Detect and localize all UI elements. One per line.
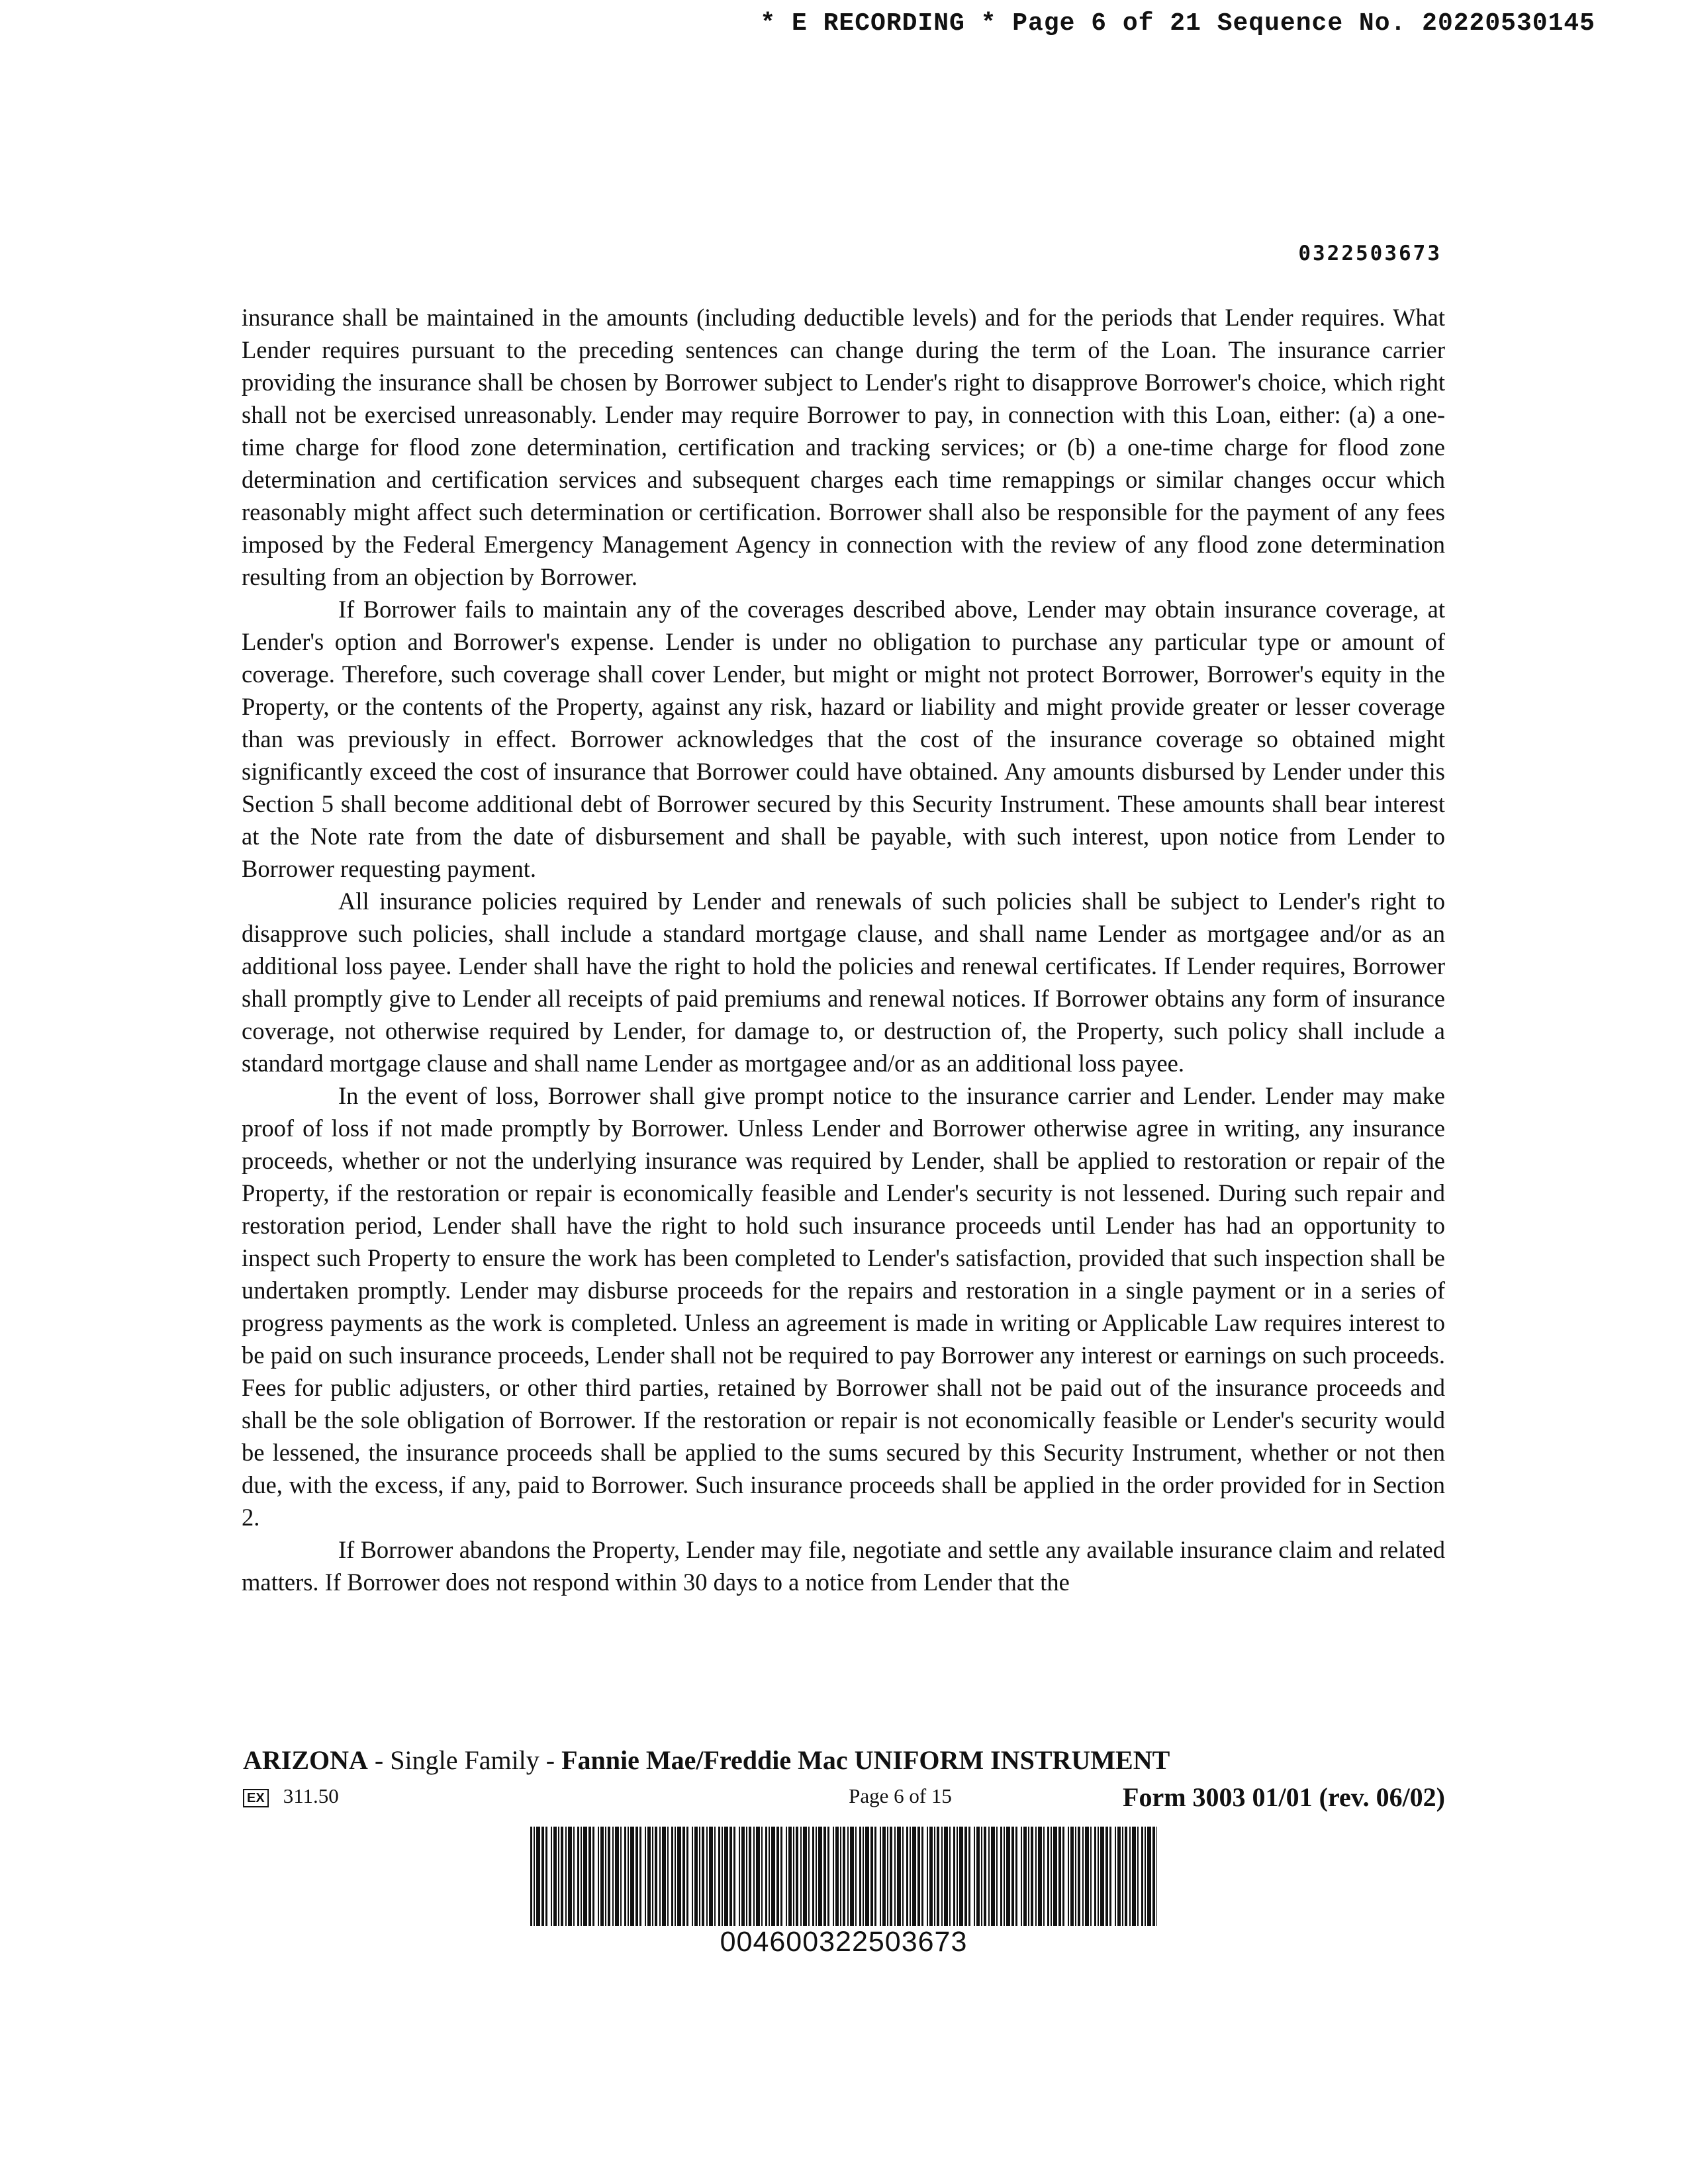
barcode-bar — [600, 1827, 604, 1926]
barcode-bar — [699, 1827, 700, 1926]
barcode-bar — [551, 1827, 552, 1926]
ex-badge-icon: EX — [243, 1789, 269, 1807]
barcode-bar — [1053, 1827, 1057, 1926]
barcode-bar — [780, 1827, 782, 1926]
document-body — [242, 301, 1445, 1598]
footer-form-number: Form 3003 01/01 (rev. 06/02) — [1123, 1782, 1445, 1812]
barcode-bar — [1141, 1827, 1143, 1926]
barcode-bar — [722, 1827, 723, 1926]
barcode-bar — [682, 1827, 685, 1926]
barcode-bar — [718, 1827, 720, 1926]
barcode-bar — [724, 1827, 728, 1926]
barcode-bar — [1098, 1827, 1099, 1926]
barcode-bar — [761, 1827, 763, 1926]
barcode-bar — [897, 1827, 901, 1926]
barcode-bar — [702, 1827, 704, 1926]
barcode-bar — [968, 1827, 970, 1926]
barcode-bar — [709, 1827, 713, 1926]
barcode-bar — [1082, 1827, 1084, 1926]
barcode-bar — [753, 1827, 755, 1926]
barcode-bar — [974, 1827, 975, 1926]
barcode-bar — [581, 1827, 582, 1926]
barcode-bar — [553, 1827, 557, 1926]
body-paragraph-3: All insurance policies required by Lender and renewals of such policies shall be subject to Lender's right to disapprove such policies, shall include a standard mortgage clause, and shall name Lender as mortgagee and/or as an additional loss payee. Lender shall have the right to hold the policies and renewal certificates. If Lender requires, Borrower shall promptly give to Lender all receipts of paid premiums and renewal notices. If Borrower obtains any form of insurance coverage, not otherwise required by Lender, for damage to, or destruction of, the Property, such policy shall include a standard mortgage clause and shall name Lender as mortgagee and/or as an additional loss payee. — [242, 887, 1445, 1077]
barcode-bar — [850, 1827, 854, 1926]
barcode-bar — [1058, 1827, 1061, 1926]
barcode-bar — [605, 1827, 606, 1926]
body-paragraph-1: insurance shall be maintained in the amounts (including deductible levels) and for the periods that Lender requires. What Lender requires pursuant to the preceding sentences can change during the term of the Loan. The insurance carrier providing the insurance shall be chosen by Borrower subject to Lender's right to disapprove Borrower's choice, which right shall not be exercised unreasonably. Lender may require Borrower to pay, in connection with this Loan, either: (a) a one-time charge for flood zone determination, certification and tracking services; or (b) a one-time charge for flood zone determination and certification services and subsequent charges each time remappings or similar changes occur which reasonably might affect such determination or certification. Borrower shall also be responsible for the payment of any fees imposed by the Federal Emergency Management Agency in connection with the review of any flood zone determination resulting from an objection by Borrower. — [242, 304, 1445, 590]
barcode-bar — [746, 1827, 747, 1926]
barcode-bar — [840, 1827, 841, 1926]
barcode-bar — [957, 1827, 958, 1926]
barcode-bar — [765, 1827, 767, 1926]
barcode-bar — [981, 1827, 982, 1926]
barcode-bar — [870, 1827, 873, 1926]
barcode-bar — [991, 1827, 995, 1926]
barcode-bar — [1047, 1827, 1049, 1926]
barcode-bar — [874, 1827, 876, 1926]
barcode-bar — [694, 1827, 698, 1926]
barcode-bar — [645, 1827, 646, 1926]
barcode-bar — [565, 1827, 567, 1926]
footer-title — [243, 1745, 1170, 1776]
barcode-bar — [1035, 1827, 1037, 1926]
barcode-bar — [855, 1827, 857, 1926]
barcode-bar — [865, 1827, 869, 1926]
barcode-bar — [887, 1827, 888, 1926]
barcode-bar — [847, 1827, 849, 1926]
barcode-bar — [1147, 1827, 1151, 1926]
barcode-bar — [530, 1827, 532, 1926]
barcode-bar — [882, 1827, 886, 1926]
barcode-bar — [929, 1827, 933, 1926]
barcode-bar — [558, 1827, 559, 1926]
body-paragraph-5: If Borrower abandons the Property, Lender may file, negotiate and settle any available insurance claim and related matters. If Borrower does not respond within 30 days to a notice from Lender that the — [242, 1536, 1445, 1596]
barcode-bar — [823, 1827, 826, 1926]
barcode-bar — [677, 1827, 681, 1926]
barcode-bar — [561, 1827, 563, 1926]
barcode-bar — [816, 1827, 817, 1926]
barcode-bar — [739, 1827, 740, 1926]
barcode-bar — [1075, 1827, 1076, 1926]
barcode-bar — [1004, 1827, 1005, 1926]
barcode-bar — [686, 1827, 688, 1926]
barcode-bar — [812, 1827, 814, 1926]
barcode-bar — [1117, 1827, 1121, 1926]
barcode-bar — [536, 1827, 540, 1926]
barcode-bar — [890, 1827, 892, 1926]
barcode-bar — [612, 1827, 614, 1926]
footer-row — [243, 1782, 1445, 1811]
barcode-bar — [588, 1827, 591, 1926]
barcode-bar — [545, 1827, 547, 1926]
barcode-bar — [659, 1827, 661, 1926]
barcode-bar — [647, 1827, 651, 1926]
loan-number: 0322503673 — [1298, 242, 1442, 265]
barcode-bar — [1062, 1827, 1064, 1926]
barcode-bar — [1000, 1827, 1002, 1926]
barcode-bar — [1070, 1827, 1074, 1926]
barcode-bar — [667, 1827, 669, 1926]
barcode-bar — [959, 1827, 963, 1926]
barcode-bar — [583, 1827, 587, 1926]
barcode-bar — [880, 1827, 881, 1926]
barcode-number: 004600322503673 — [720, 1926, 968, 1958]
barcode-bar — [976, 1827, 980, 1926]
barcode-bar — [964, 1827, 967, 1926]
barcode-bar — [917, 1827, 920, 1926]
barcode-bar — [1023, 1827, 1027, 1926]
barcode-bar — [786, 1827, 787, 1926]
barcode-bar — [894, 1827, 896, 1926]
barcode-bar — [906, 1827, 908, 1926]
barcode-bar — [921, 1827, 923, 1926]
barcode-bar — [541, 1827, 544, 1926]
barcode-bar — [843, 1827, 845, 1926]
barcode-bar — [988, 1827, 990, 1926]
barcode-bar — [1125, 1827, 1127, 1926]
barcode-bar — [1137, 1827, 1139, 1926]
barcode-bar — [1115, 1827, 1116, 1926]
barcode-bar — [675, 1827, 676, 1926]
barcode-bar — [934, 1827, 935, 1926]
barcode-bar — [1021, 1827, 1022, 1926]
barcode-bar — [624, 1827, 626, 1926]
barcode-bar — [652, 1827, 653, 1926]
barcode-bar — [620, 1827, 622, 1926]
barcode-bar — [671, 1827, 673, 1926]
barcode-bar — [655, 1827, 657, 1926]
barcode-bar — [944, 1827, 948, 1926]
barcode-bar — [592, 1827, 594, 1926]
barcode-bar — [996, 1827, 998, 1926]
barcode-bar — [771, 1827, 775, 1926]
barcode-bar — [756, 1827, 760, 1926]
barcode-bar — [729, 1827, 732, 1926]
barcode-bar — [630, 1827, 634, 1926]
barcode-bar — [741, 1827, 745, 1926]
barcode-bar — [662, 1827, 666, 1926]
body-paragraph-2: If Borrower fails to maintain any of the coverages described above, Lender may obtain insurance coverage, at Lender's option and Borrower's expense. Lender is under no obligation to purchase any particular type or amount of coverage. Therefore, such coverage shall cover Lender, but might or might not protect Borrower, Borrower's equity in the Property, or the contents of the Property, against any risk, hazard or liability and might provide greater or lesser coverage than was previously in effect. Borrower acknowledges that the cost of the insurance coverage so obtained might significantly exceed the cost of insurance that Borrower could have obtained. Any amounts disbursed by Lender under this Section 5 shall become additional debt of Borrower secured by this Security Instrument. These amounts shall bear interest at the Note rate from the date of disbursement and shall be payable, with such interest, upon notice from Lender to Borrower requesting payment. — [242, 596, 1445, 882]
barcode-bar — [769, 1827, 770, 1926]
barcode-bar — [1152, 1827, 1155, 1926]
barcode-bar — [1109, 1827, 1111, 1926]
barcode-bar — [827, 1827, 829, 1926]
barcode-bar — [818, 1827, 822, 1926]
barcode-bar — [714, 1827, 716, 1926]
body-paragraph-4: In the event of loss, Borrower shall give prompt notice to the insurance carrier and Lender. Lender may make proof of loss if not made promptly by Borrower. Unless Lender and Borrower otherwise agree in writing, any insurance proceeds, whether or not the underlying insurance was required by Lender, shall be applied to restoration or repair of the Property, if the restoration or repair is economically feasible and Lender's security is not lessened. During such repair and restoration period, Lender shall have the right to hold such insurance proceeds until Lender has had an opportunity to inspect such Property to ensure the work has been completed to Lender's satisfaction, provided that such inspection shall be undertaken promptly. Lender may disburse proceeds for the repairs and restoration in a single payment or in a series of progress payments as the work is completed. Unless an agreement is made in writing or Applicable Law requires interest to be paid on such insurance proceeds, Lender shall not be required to pay Borrower any interest or earnings on such proceeds. Fees for public adjusters, or other third parties, retained by Borrower shall not be paid out of the insurance proceeds and shall be the sole obligation of Borrower. If the restoration or repair is not economically feasible or Lender's security would be lessened, the insurance proceeds shall be applied to the sums secured by this Security Instrument, whether or not then due, with the excess, if any, paid to Borrower. Such insurance proceeds shall be applied in the order provided for in Section 2. — [242, 1082, 1445, 1531]
barcode-image — [528, 1827, 1160, 1926]
barcode-bar — [608, 1827, 610, 1926]
barcode-bar — [912, 1827, 916, 1926]
barcode-bar — [1028, 1827, 1029, 1926]
barcode-bar — [615, 1827, 619, 1926]
recording-header: * E RECORDING * Page 6 of 21 Sequence No. 20220530145 — [760, 9, 1595, 38]
barcode-bar — [706, 1827, 708, 1926]
barcode-bar — [949, 1827, 951, 1926]
barcode-bar — [1038, 1827, 1042, 1926]
barcode-bar — [902, 1827, 904, 1926]
barcode-bar — [1051, 1827, 1052, 1926]
barcode-bar — [788, 1827, 792, 1926]
barcode-bar — [577, 1827, 579, 1926]
barcode-bar — [568, 1827, 572, 1926]
barcode-bar — [1015, 1827, 1017, 1926]
footer-instrument: Fannie Mae/Freddie Mac UNIFORM INSTRUMENT — [561, 1745, 1170, 1775]
barcode-bar — [859, 1827, 861, 1926]
barcode-bar — [953, 1827, 955, 1926]
barcode-bar — [1122, 1827, 1123, 1926]
footer-state: ARIZONA — [243, 1745, 368, 1775]
barcode-bar — [1031, 1827, 1033, 1926]
barcode-bar — [941, 1827, 943, 1926]
barcode-bar — [1145, 1827, 1146, 1926]
barcode-bar — [800, 1827, 802, 1926]
barcode-bar — [1094, 1827, 1096, 1926]
barcode-bar — [1078, 1827, 1080, 1926]
barcode-bar — [833, 1827, 834, 1926]
ex-code-value: 311.50 — [283, 1784, 339, 1807]
barcode-bar — [863, 1827, 864, 1926]
barcode-bar — [937, 1827, 939, 1926]
barcode-bar — [573, 1827, 575, 1926]
barcode-bar — [803, 1827, 807, 1926]
barcode-bar — [692, 1827, 693, 1926]
barcode-bar — [639, 1827, 641, 1926]
barcode-bar — [733, 1827, 735, 1926]
barcode-bar — [910, 1827, 911, 1926]
barcode-bar — [1100, 1827, 1104, 1926]
barcode-bar — [796, 1827, 798, 1926]
barcode-bar — [776, 1827, 779, 1926]
footer-page-count: Page 6 of 15 — [849, 1784, 952, 1807]
barcode-bar — [1132, 1827, 1136, 1926]
barcode-bar — [1090, 1827, 1092, 1926]
barcode-bar — [1043, 1827, 1045, 1926]
barcode-bar — [1156, 1827, 1157, 1926]
barcode-bar — [793, 1827, 794, 1926]
barcode-bar — [628, 1827, 629, 1926]
barcode-bar — [1105, 1827, 1108, 1926]
barcode-bar — [1068, 1827, 1069, 1926]
barcode-bar — [749, 1827, 751, 1926]
barcode-bar — [534, 1827, 535, 1926]
barcode-bar — [1011, 1827, 1014, 1926]
barcode-bar — [984, 1827, 986, 1926]
barcode-bar — [927, 1827, 928, 1926]
barcode-bar — [1129, 1827, 1131, 1926]
barcode-bar — [835, 1827, 839, 1926]
barcode-bar — [1006, 1827, 1010, 1926]
barcode-bar — [1085, 1827, 1089, 1926]
barcode-bar — [808, 1827, 810, 1926]
barcode-bar — [635, 1827, 638, 1926]
barcode-bar — [598, 1827, 599, 1926]
footer-separator: - Single Family - — [367, 1745, 562, 1775]
